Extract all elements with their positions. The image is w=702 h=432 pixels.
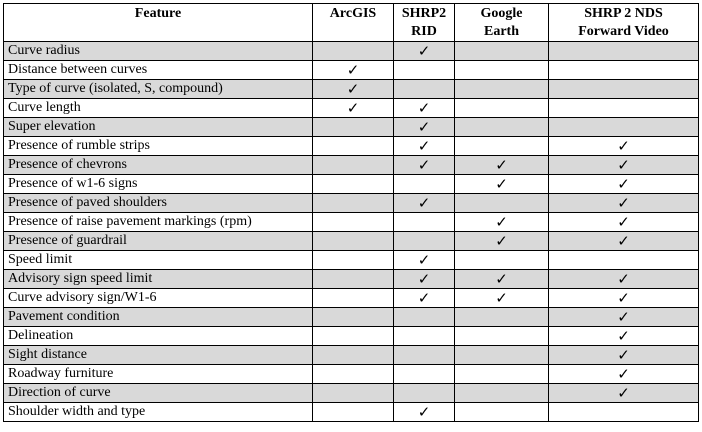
shrp2-rid-check-cell: ✓ (394, 403, 455, 422)
feature-cell: Advisory sign speed limit (4, 270, 313, 289)
shrp2-nds-check-cell: ✓ (549, 327, 699, 346)
shrp2-nds-check-cell (549, 61, 699, 80)
feature-cell: Direction of curve (4, 384, 313, 403)
feature-cell: Pavement condition (4, 308, 313, 327)
shrp2-rid-check-cell: ✓ (394, 156, 455, 175)
table-row (4, 346, 699, 365)
shrp2-nds-check-cell (549, 251, 699, 270)
table-body (4, 42, 699, 422)
arcgis-check-cell (313, 289, 394, 308)
feature-cell: Distance between curves (4, 61, 313, 80)
table-row (4, 156, 699, 175)
google-earth-check-cell: ✓ (455, 213, 549, 232)
shrp2-rid-check-cell: ✓ (394, 42, 455, 61)
shrp2-nds-check-cell: ✓ (549, 270, 699, 289)
table-row (4, 175, 699, 194)
google-earth-check-cell: ✓ (455, 289, 549, 308)
table-header (4, 4, 699, 42)
header-row (4, 4, 699, 42)
google-earth-check-cell (455, 365, 549, 384)
google-earth-check-cell (455, 118, 549, 137)
shrp2-nds-check-cell (549, 80, 699, 99)
shrp2-nds-check-cell (549, 42, 699, 61)
arcgis-check-cell (313, 308, 394, 327)
shrp2-rid-check-cell: ✓ (394, 194, 455, 213)
shrp2-nds-check-cell: ✓ (549, 213, 699, 232)
table-row (4, 42, 699, 61)
header-google-earth (455, 4, 549, 42)
header-feature (4, 4, 313, 42)
google-earth-check-cell (455, 137, 549, 156)
shrp2-rid-check-cell (394, 80, 455, 99)
google-earth-check-cell (455, 80, 549, 99)
header-google-earth-line1: Google (480, 6, 523, 21)
google-earth-check-cell (455, 346, 549, 365)
table-row (4, 365, 699, 384)
table-row (4, 403, 699, 422)
feature-cell: Curve length (4, 99, 313, 118)
header-shrp2-nds-line2: Forward Video (578, 24, 669, 39)
shrp2-nds-check-cell: ✓ (549, 289, 699, 308)
arcgis-check-cell (313, 137, 394, 156)
arcgis-check-cell (313, 251, 394, 270)
shrp2-rid-check-cell (394, 308, 455, 327)
google-earth-check-cell (455, 384, 549, 403)
google-earth-check-cell: ✓ (455, 232, 549, 251)
arcgis-check-cell (313, 327, 394, 346)
arcgis-check-cell (313, 42, 394, 61)
table-row (4, 251, 699, 270)
shrp2-rid-check-cell: ✓ (394, 99, 455, 118)
feature-cell: Presence of chevrons (4, 156, 313, 175)
feature-cell: Presence of w1-6 signs (4, 175, 313, 194)
shrp2-nds-check-cell: ✓ (549, 156, 699, 175)
table-row (4, 308, 699, 327)
feature-cell: Curve advisory sign/W1-6 (4, 289, 313, 308)
shrp2-nds-check-cell: ✓ (549, 308, 699, 327)
arcgis-check-cell: ✓ (313, 61, 394, 80)
table-row (4, 194, 699, 213)
shrp2-rid-check-cell (394, 232, 455, 251)
header-shrp2-rid-line1: SHRP2 (401, 6, 447, 21)
google-earth-check-cell: ✓ (455, 270, 549, 289)
arcgis-check-cell (313, 270, 394, 289)
feature-cell: Speed limit (4, 251, 313, 270)
google-earth-check-cell (455, 42, 549, 61)
google-earth-check-cell (455, 308, 549, 327)
google-earth-check-cell (455, 61, 549, 80)
feature-cell: Delineation (4, 327, 313, 346)
shrp2-rid-check-cell (394, 175, 455, 194)
shrp2-nds-check-cell: ✓ (549, 365, 699, 384)
shrp2-rid-check-cell (394, 61, 455, 80)
arcgis-check-cell (313, 403, 394, 422)
feature-cell: Shoulder width and type (4, 403, 313, 422)
shrp2-rid-check-cell (394, 365, 455, 384)
header-google-earth-line2: Earth (484, 24, 519, 39)
feature-cell: Presence of raise pavement markings (rpm) (4, 213, 313, 232)
table-row (4, 289, 699, 308)
arcgis-check-cell (313, 365, 394, 384)
feature-cell: Presence of paved shoulders (4, 194, 313, 213)
shrp2-rid-check-cell: ✓ (394, 251, 455, 270)
feature-cell: Super elevation (4, 118, 313, 137)
shrp2-rid-check-cell: ✓ (394, 270, 455, 289)
arcgis-check-cell: ✓ (313, 99, 394, 118)
table-row (4, 99, 699, 118)
header-shrp2-nds (549, 4, 699, 42)
shrp2-nds-check-cell: ✓ (549, 346, 699, 365)
shrp2-nds-check-cell: ✓ (549, 232, 699, 251)
header-feature-label: Feature (134, 6, 182, 21)
shrp2-rid-check-cell (394, 346, 455, 365)
table-row (4, 118, 699, 137)
arcgis-check-cell (313, 384, 394, 403)
shrp2-nds-check-cell: ✓ (549, 194, 699, 213)
shrp2-rid-check-cell: ✓ (394, 118, 455, 137)
data-sources-table (3, 3, 699, 422)
table-row (4, 327, 699, 346)
header-shrp2-rid-line2: RID (411, 24, 437, 39)
header-arcgis (313, 4, 394, 42)
google-earth-check-cell (455, 327, 549, 346)
feature-cell: Presence of rumble strips (4, 137, 313, 156)
table-row (4, 384, 699, 403)
table-row (4, 270, 699, 289)
google-earth-check-cell (455, 99, 549, 118)
google-earth-check-cell (455, 251, 549, 270)
feature-cell: Roadway furniture (4, 365, 313, 384)
header-shrp2-nds-line1: SHRP 2 NDS (584, 6, 663, 21)
arcgis-check-cell (313, 175, 394, 194)
shrp2-nds-check-cell (549, 118, 699, 137)
shrp2-rid-check-cell (394, 213, 455, 232)
feature-cell: Sight distance (4, 346, 313, 365)
google-earth-check-cell: ✓ (455, 175, 549, 194)
shrp2-rid-check-cell: ✓ (394, 137, 455, 156)
shrp2-nds-check-cell (549, 403, 699, 422)
google-earth-check-cell (455, 194, 549, 213)
feature-cell: Presence of guardrail (4, 232, 313, 251)
arcgis-check-cell (313, 156, 394, 175)
arcgis-check-cell (313, 346, 394, 365)
arcgis-check-cell (313, 118, 394, 137)
shrp2-nds-check-cell: ✓ (549, 175, 699, 194)
shrp2-rid-check-cell: ✓ (394, 289, 455, 308)
table-row (4, 213, 699, 232)
feature-cell: Type of curve (isolated, S, compound) (4, 80, 313, 99)
arcgis-check-cell: ✓ (313, 80, 394, 99)
shrp2-nds-check-cell: ✓ (549, 137, 699, 156)
feature-cell: Curve radius (4, 42, 313, 61)
table-row (4, 61, 699, 80)
header-arcgis-label: ArcGIS (329, 6, 377, 21)
header-shrp2-rid (394, 4, 455, 42)
arcgis-check-cell (313, 194, 394, 213)
google-earth-check-cell (455, 403, 549, 422)
shrp2-rid-check-cell (394, 384, 455, 403)
shrp2-rid-check-cell (394, 327, 455, 346)
table-row (4, 80, 699, 99)
shrp2-nds-check-cell: ✓ (549, 384, 699, 403)
table-row (4, 137, 699, 156)
shrp2-nds-check-cell (549, 99, 699, 118)
table-row (4, 232, 699, 251)
arcgis-check-cell (313, 232, 394, 251)
google-earth-check-cell: ✓ (455, 156, 549, 175)
arcgis-check-cell (313, 213, 394, 232)
